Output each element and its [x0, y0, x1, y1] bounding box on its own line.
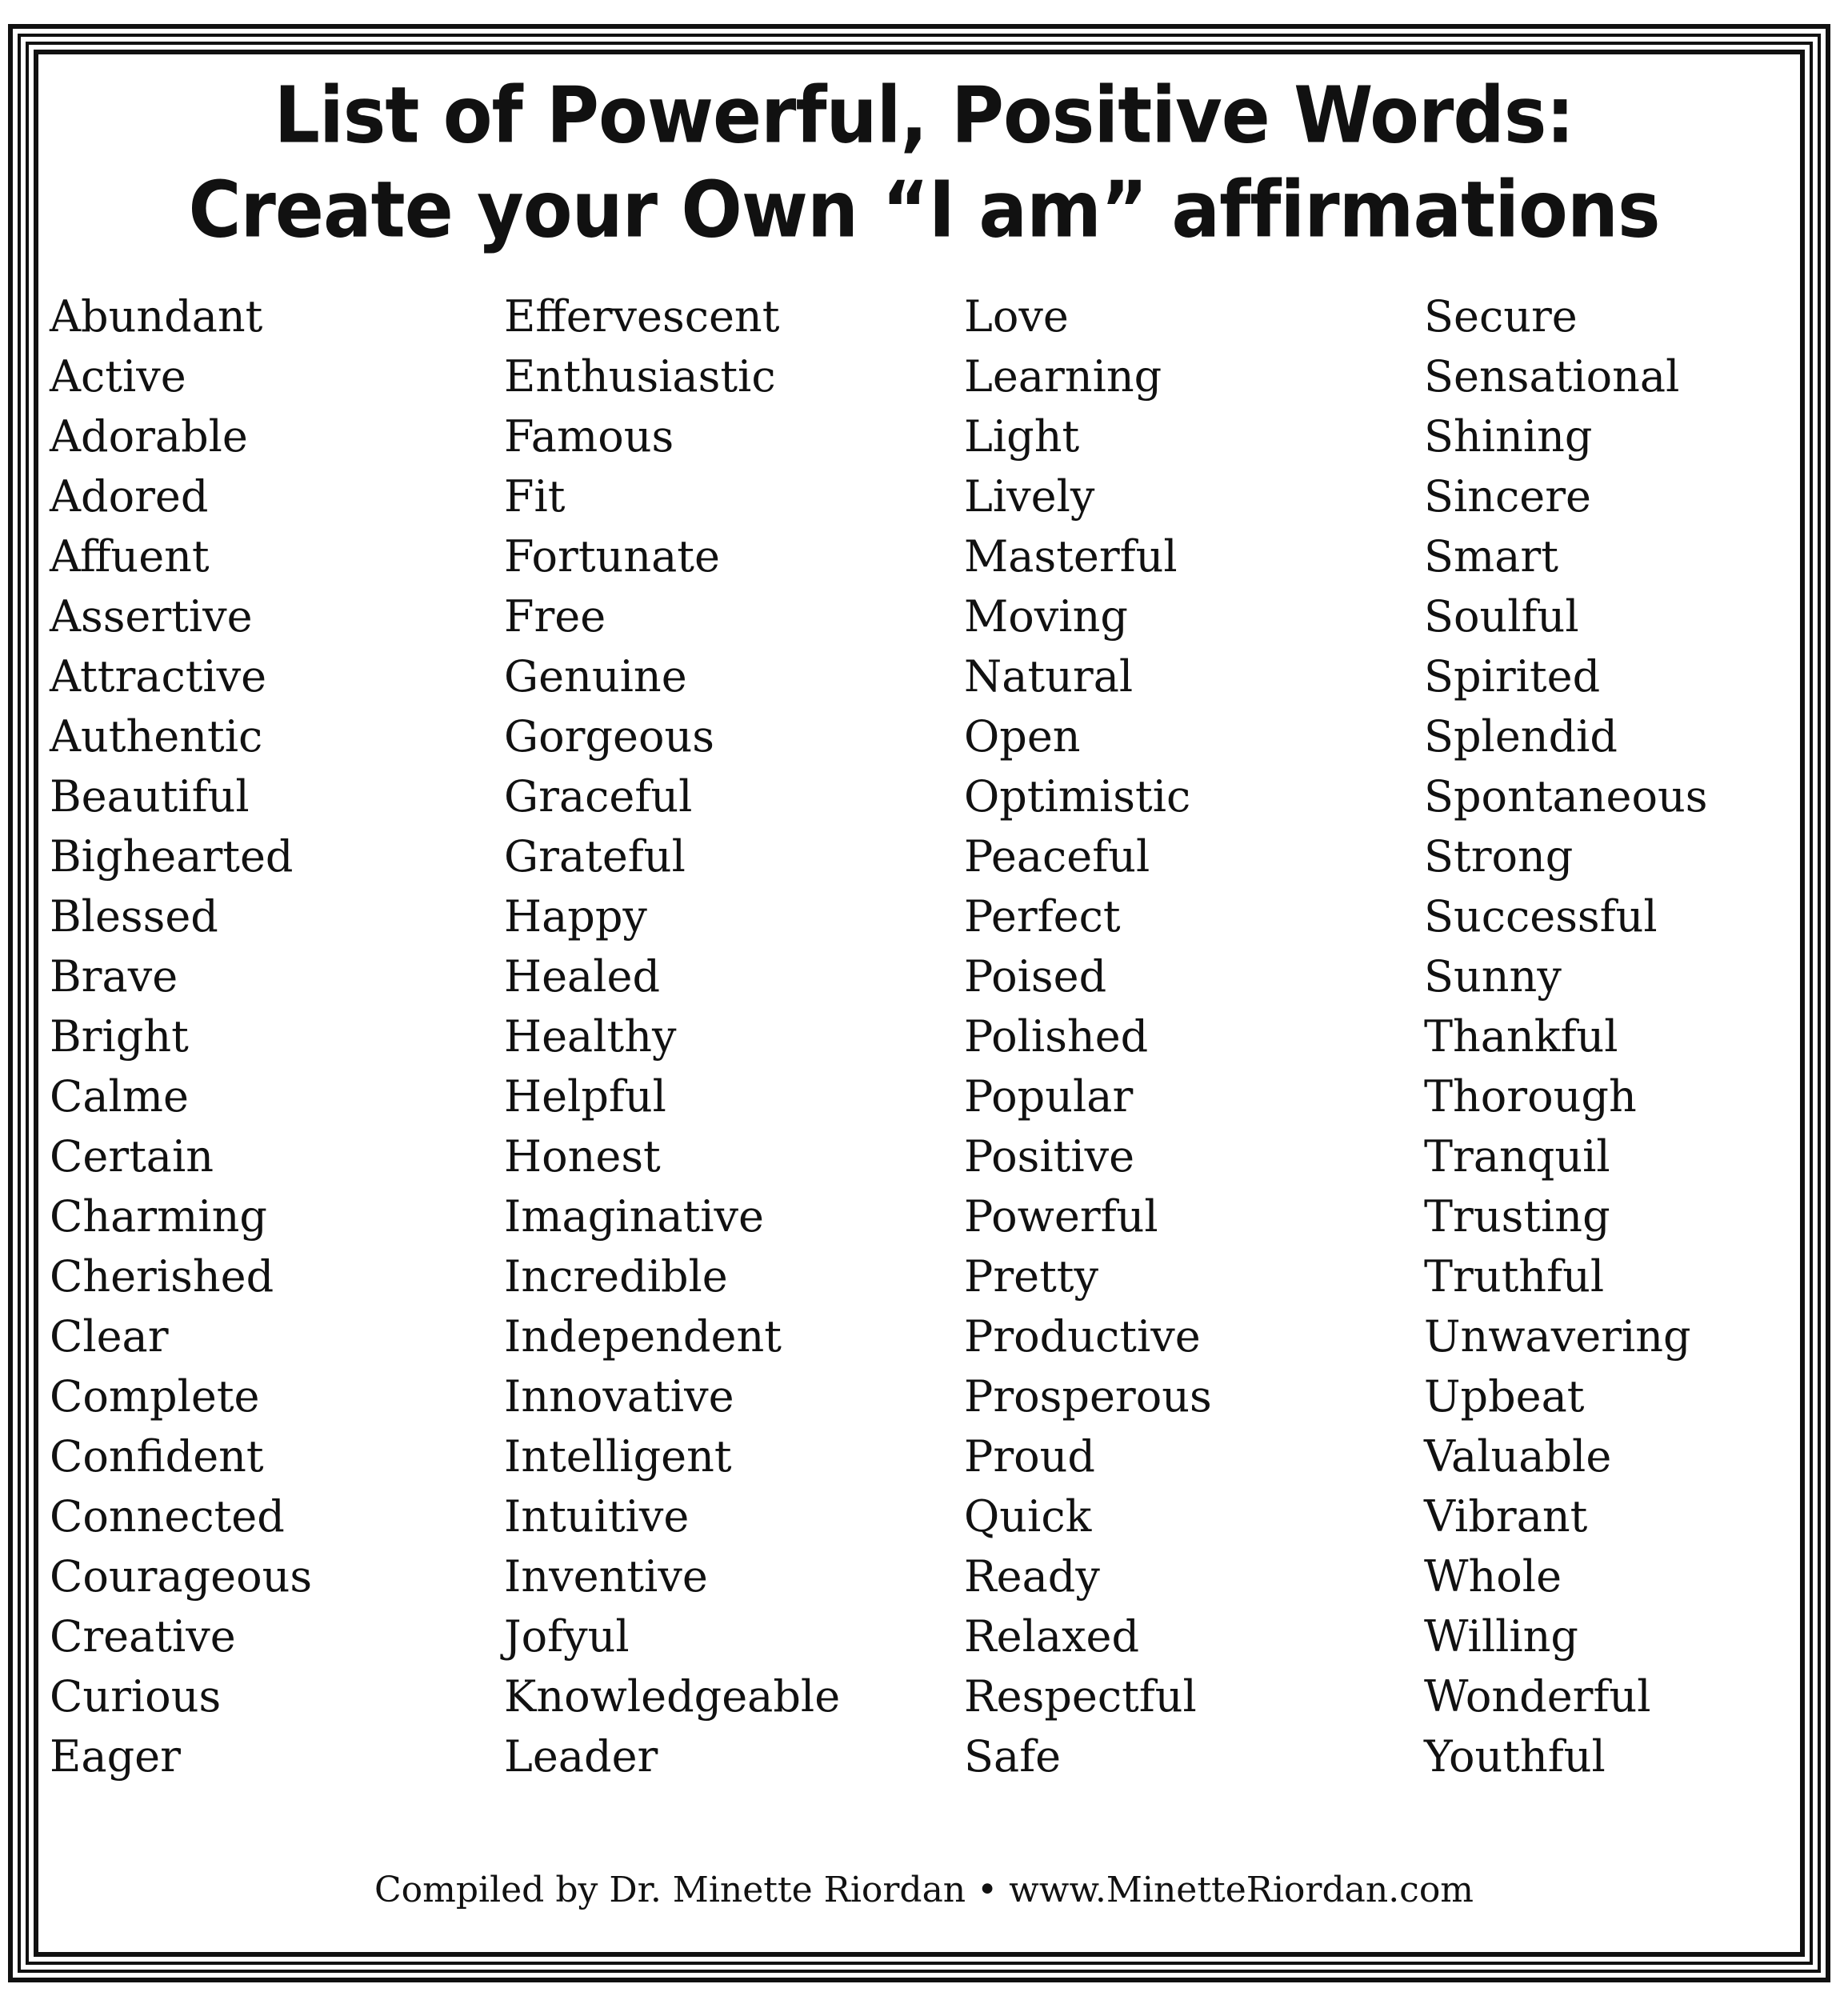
word-item: Charming — [50, 1191, 267, 1242]
word-item: Thankful — [1424, 1011, 1618, 1062]
word-item: Authentic — [50, 711, 263, 762]
word-item: Gorgeous — [504, 711, 714, 762]
word-item: Adored — [50, 471, 209, 522]
word-item: Quick — [964, 1491, 1092, 1542]
word-column-1 — [50, 286, 312, 1786]
word-item: Fortunate — [504, 531, 720, 582]
word-item: Leader — [504, 1731, 658, 1782]
word-item: Positive — [964, 1131, 1135, 1182]
word-item: Happy — [504, 891, 647, 942]
word-item: Certain — [50, 1131, 214, 1182]
word-item: Safe — [964, 1731, 1062, 1782]
word-item: Attractive — [50, 651, 267, 702]
word-item: Free — [504, 591, 606, 642]
word-item: Prosperous — [964, 1371, 1212, 1422]
word-item: Relaxed — [964, 1611, 1140, 1662]
word-item: Thorough — [1424, 1071, 1637, 1122]
word-item: Strong — [1424, 831, 1574, 882]
word-item: Courageous — [50, 1551, 313, 1602]
footer-credit: Compiled by Dr. Minette Riordan • www.MinetteRiordan.com — [374, 1870, 1474, 1910]
word-item: Intuitive — [504, 1491, 690, 1542]
word-item: Secure — [1424, 291, 1578, 342]
word-item: Spontaneous — [1424, 771, 1708, 822]
word-item: Masterful — [964, 531, 1178, 582]
word-item: Effervescent — [504, 291, 780, 342]
word-item: Ready — [964, 1551, 1100, 1602]
word-item: Innovative — [504, 1371, 734, 1422]
word-item: Intelligent — [504, 1431, 732, 1482]
word-item: Curious — [50, 1671, 222, 1722]
word-item: Unwavering — [1424, 1311, 1691, 1362]
word-item: Optimistic — [964, 771, 1191, 822]
word-item: Polished — [964, 1011, 1149, 1062]
word-item: Independent — [504, 1311, 782, 1362]
word-item: Knowledgeable — [504, 1671, 841, 1722]
word-item: Natural — [964, 651, 1134, 702]
word-item: Abundant — [50, 291, 263, 342]
word-item: Valuable — [1424, 1431, 1612, 1482]
word-item: Inventive — [504, 1551, 708, 1602]
word-item: Proud — [964, 1431, 1096, 1482]
word-item: Vibrant — [1424, 1491, 1588, 1542]
word-item: Honest — [504, 1131, 661, 1182]
word-item: Moving — [964, 591, 1128, 642]
word-item: Incredible — [504, 1251, 728, 1302]
word-item: Youthful — [1424, 1731, 1606, 1782]
word-item: Sensational — [1424, 351, 1680, 402]
word-item: Smart — [1424, 531, 1558, 582]
word-item: Creative — [50, 1611, 236, 1662]
word-item: Active — [50, 351, 186, 402]
word-item: Graceful — [504, 771, 693, 822]
word-item: Confident — [50, 1431, 264, 1482]
word-item: Productive — [964, 1311, 1201, 1362]
word-item: Soulful — [1424, 591, 1579, 642]
word-item: Clear — [50, 1311, 169, 1362]
word-item: Beautiful — [50, 771, 250, 822]
word-item: Willing — [1424, 1611, 1578, 1662]
word-item: Affuent — [50, 531, 210, 582]
word-item: Helpful — [504, 1071, 666, 1122]
word-item: Pretty — [964, 1251, 1099, 1302]
word-column-4 — [1424, 286, 1707, 1786]
word-item: Successful — [1424, 891, 1658, 942]
word-item: Bighearted — [50, 831, 294, 882]
word-item: Poised — [964, 951, 1107, 1002]
word-item: Respectful — [964, 1671, 1197, 1722]
word-item: Lively — [964, 471, 1095, 522]
word-item: Jofyul — [504, 1611, 630, 1662]
word-item: Splendid — [1424, 711, 1618, 762]
word-item: Bright — [50, 1011, 189, 1062]
word-item: Eager — [50, 1731, 181, 1782]
word-item: Upbeat — [1424, 1371, 1585, 1422]
word-item: Calme — [50, 1071, 189, 1122]
word-item: Cherished — [50, 1251, 274, 1302]
word-item: Perfect — [964, 891, 1121, 942]
word-item: Imaginative — [504, 1191, 764, 1242]
word-item: Brave — [50, 951, 178, 1002]
word-item: Famous — [504, 411, 674, 462]
word-item: Assertive — [50, 591, 253, 642]
word-item: Light — [964, 411, 1080, 462]
word-item: Shining — [1424, 411, 1593, 462]
word-item: Learning — [964, 351, 1162, 402]
word-item: Trusting — [1424, 1191, 1610, 1242]
word-item: Healthy — [504, 1011, 677, 1062]
word-item: Sincere — [1424, 471, 1592, 522]
word-item: Truthful — [1424, 1251, 1605, 1302]
word-item: Spirited — [1424, 651, 1601, 702]
word-item: Enthusiastic — [504, 351, 776, 402]
page-title-line-1: List of Powerful, Positive Words: — [274, 70, 1574, 162]
word-item: Blessed — [50, 891, 218, 942]
page-title-line-2: Create your Own “I am” affirmations — [188, 164, 1660, 256]
word-item: Healed — [504, 951, 661, 1002]
word-item: Love — [964, 291, 1069, 342]
word-item: Adorable — [50, 411, 248, 462]
word-item: Genuine — [504, 651, 687, 702]
word-item: Peaceful — [964, 831, 1150, 882]
word-item: Connected — [50, 1491, 285, 1542]
word-item: Fit — [504, 471, 566, 522]
word-item: Tranquil — [1424, 1131, 1610, 1182]
word-item: Open — [964, 711, 1081, 762]
word-item: Wonderful — [1424, 1671, 1651, 1722]
word-item: Whole — [1424, 1551, 1562, 1602]
word-item: Grateful — [504, 831, 686, 882]
word-item: Sunny — [1424, 951, 1562, 1002]
word-item: Powerful — [964, 1191, 1158, 1242]
word-item: Complete — [50, 1371, 260, 1422]
word-column-3 — [964, 286, 1212, 1786]
word-column-2 — [504, 286, 840, 1786]
word-item: Popular — [964, 1071, 1134, 1122]
